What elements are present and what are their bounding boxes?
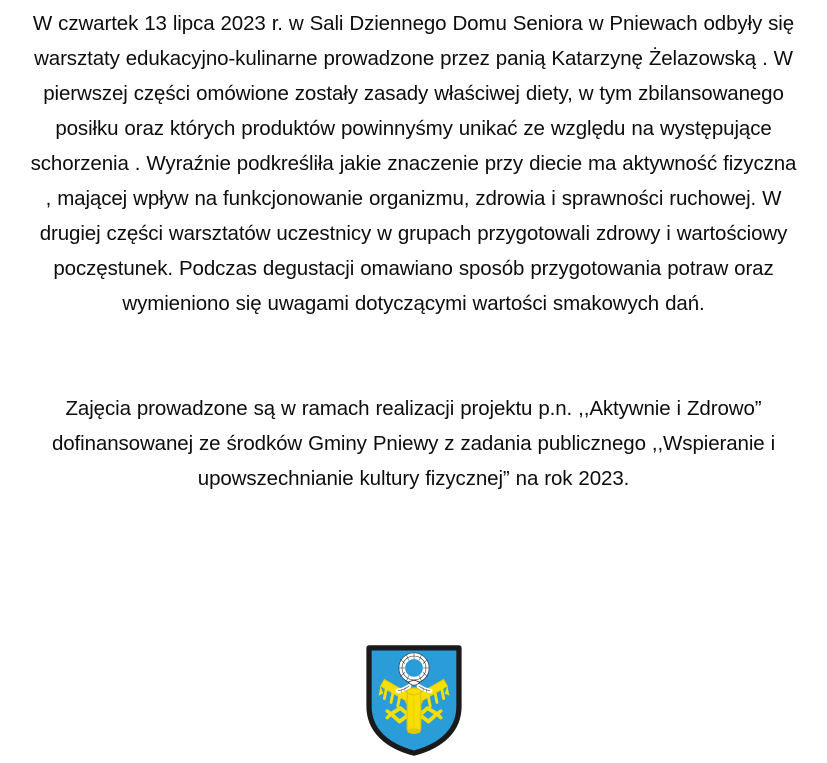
paragraph-report: W czwartek 13 lipca 2023 r. w Sali Dziennego Domu Seniora w Pniewach odbyły się warsztaty edukacyjno-kulinarne prowadzone przez panią Katarzynę Żelazowską . W pierwszej części omówione zostały zasady właściwej diety, w tym zbilansowanego posiłku oraz których produktów powinnyśmy unikać ze względu na występujące schorzenia . Wyraźnie podkreśliła jakie znaczenie przy diecie ma aktywność fizyczna , mającej wpływ na funkcjonowanie organizmu, zdrowia i sprawności ruchowej. W drugiej części warsztatów uczestnicy w grupach przygotowali zdrowy i wartościowy poczęstunek. Podczas degustacji omawiano sposób przygotowania potraw oraz wymieniono się uwagami dotyczącymi wartości smakowych dań. [30,12,797,315]
paragraph-funding-note: Zajęcia prowadzone są w ramach realizacji projektu p.n. ,,Aktywnie i Zdrowo” dofinansowanej ze środków Gminy Pniewy z zadania publicznego ,,Wspieranie i upowszechnianie kultury fizycznej” na rok 2023. [51,397,776,490]
paragraph-spacer [30,321,797,391]
emblem-container [0,645,827,756]
gold-post-icon [406,688,420,734]
coat-of-arms-gmina-pniewy-icon [366,645,462,756]
